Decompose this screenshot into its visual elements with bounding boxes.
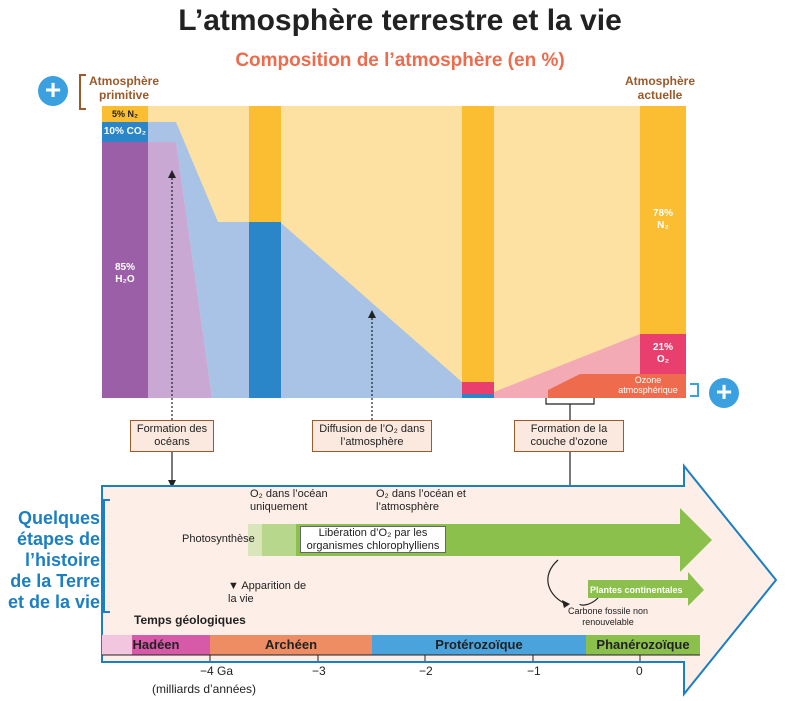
ozone-bracket: [690, 384, 698, 396]
h2o-primitive-label: 85% H₂O: [114, 262, 135, 285]
era-proterozoique: Protérozoïque: [435, 637, 523, 652]
actuelle-label: Atmosphère actuelle: [624, 74, 695, 102]
primitive-label: Atmosphère primitive: [88, 74, 159, 102]
tick-label-0: 0: [636, 664, 643, 678]
co2-stripe-2: [462, 394, 494, 398]
photosynthese-label: Photosynthèse: [182, 533, 255, 545]
apparition-label: ▼ Apparition de la vie: [228, 580, 307, 605]
chart-subtitle: Composition de l’atmosphère (en %): [235, 50, 565, 71]
expand-primitive-button[interactable]: +: [38, 76, 68, 106]
co2-stripe: [249, 222, 281, 398]
box-diffusion: Diffusion de l’O₂ dans l’atmosphère: [312, 420, 432, 452]
plantes-label: Plantes continentales: [590, 585, 683, 595]
tick-label-m3: −3: [312, 664, 326, 678]
expand-ozone-button[interactable]: +: [709, 378, 739, 408]
o2-ocean-label: O₂ dans l’océan uniquement: [250, 488, 328, 513]
n2-stripe-1: [249, 106, 281, 222]
o2-both-label: O₂ dans l’océan et l’atmosphère: [376, 488, 466, 513]
tick-label-m4: −4 Ga: [200, 664, 234, 678]
n2-primitive-label: 5% N₂: [111, 109, 138, 119]
era-phanerozoique: Phanérozoïque: [596, 637, 690, 652]
n2-current-label: 78% N₂: [652, 208, 673, 231]
era-archeen: Archéen: [264, 637, 318, 652]
tick-unit-label: (milliards d’années): [152, 682, 257, 696]
era-hadeen: Hadéen: [132, 637, 180, 652]
n2-stripe-2: [462, 106, 494, 382]
liberation-label: Libération d’O₂ par les organismes chlorophylliens: [300, 526, 446, 553]
ozone-label: Ozone atmosphérique: [618, 375, 678, 395]
co2-primitive-label: 10% CO₂: [103, 126, 147, 137]
side-title: Quelques étapes de l’histoire de la Terre et de la vie: [7, 508, 100, 612]
temps-label: Temps géologiques: [134, 613, 246, 627]
page-title: L’atmosphère terrestre et la vie: [178, 4, 622, 37]
o2-stripe-2: [462, 382, 494, 394]
box-ozone: Formation de la couche d’ozone: [514, 420, 624, 452]
box-oceans: Formation des océans: [130, 420, 214, 452]
o2-current-label: 21% O₂: [652, 342, 673, 365]
carbone-label: Carbone fossile non renouvelable: [567, 606, 649, 627]
ozone-under-bracket: [546, 398, 594, 420]
tick-label-m2: −2: [419, 664, 433, 678]
tick-label-m1: −1: [527, 664, 541, 678]
